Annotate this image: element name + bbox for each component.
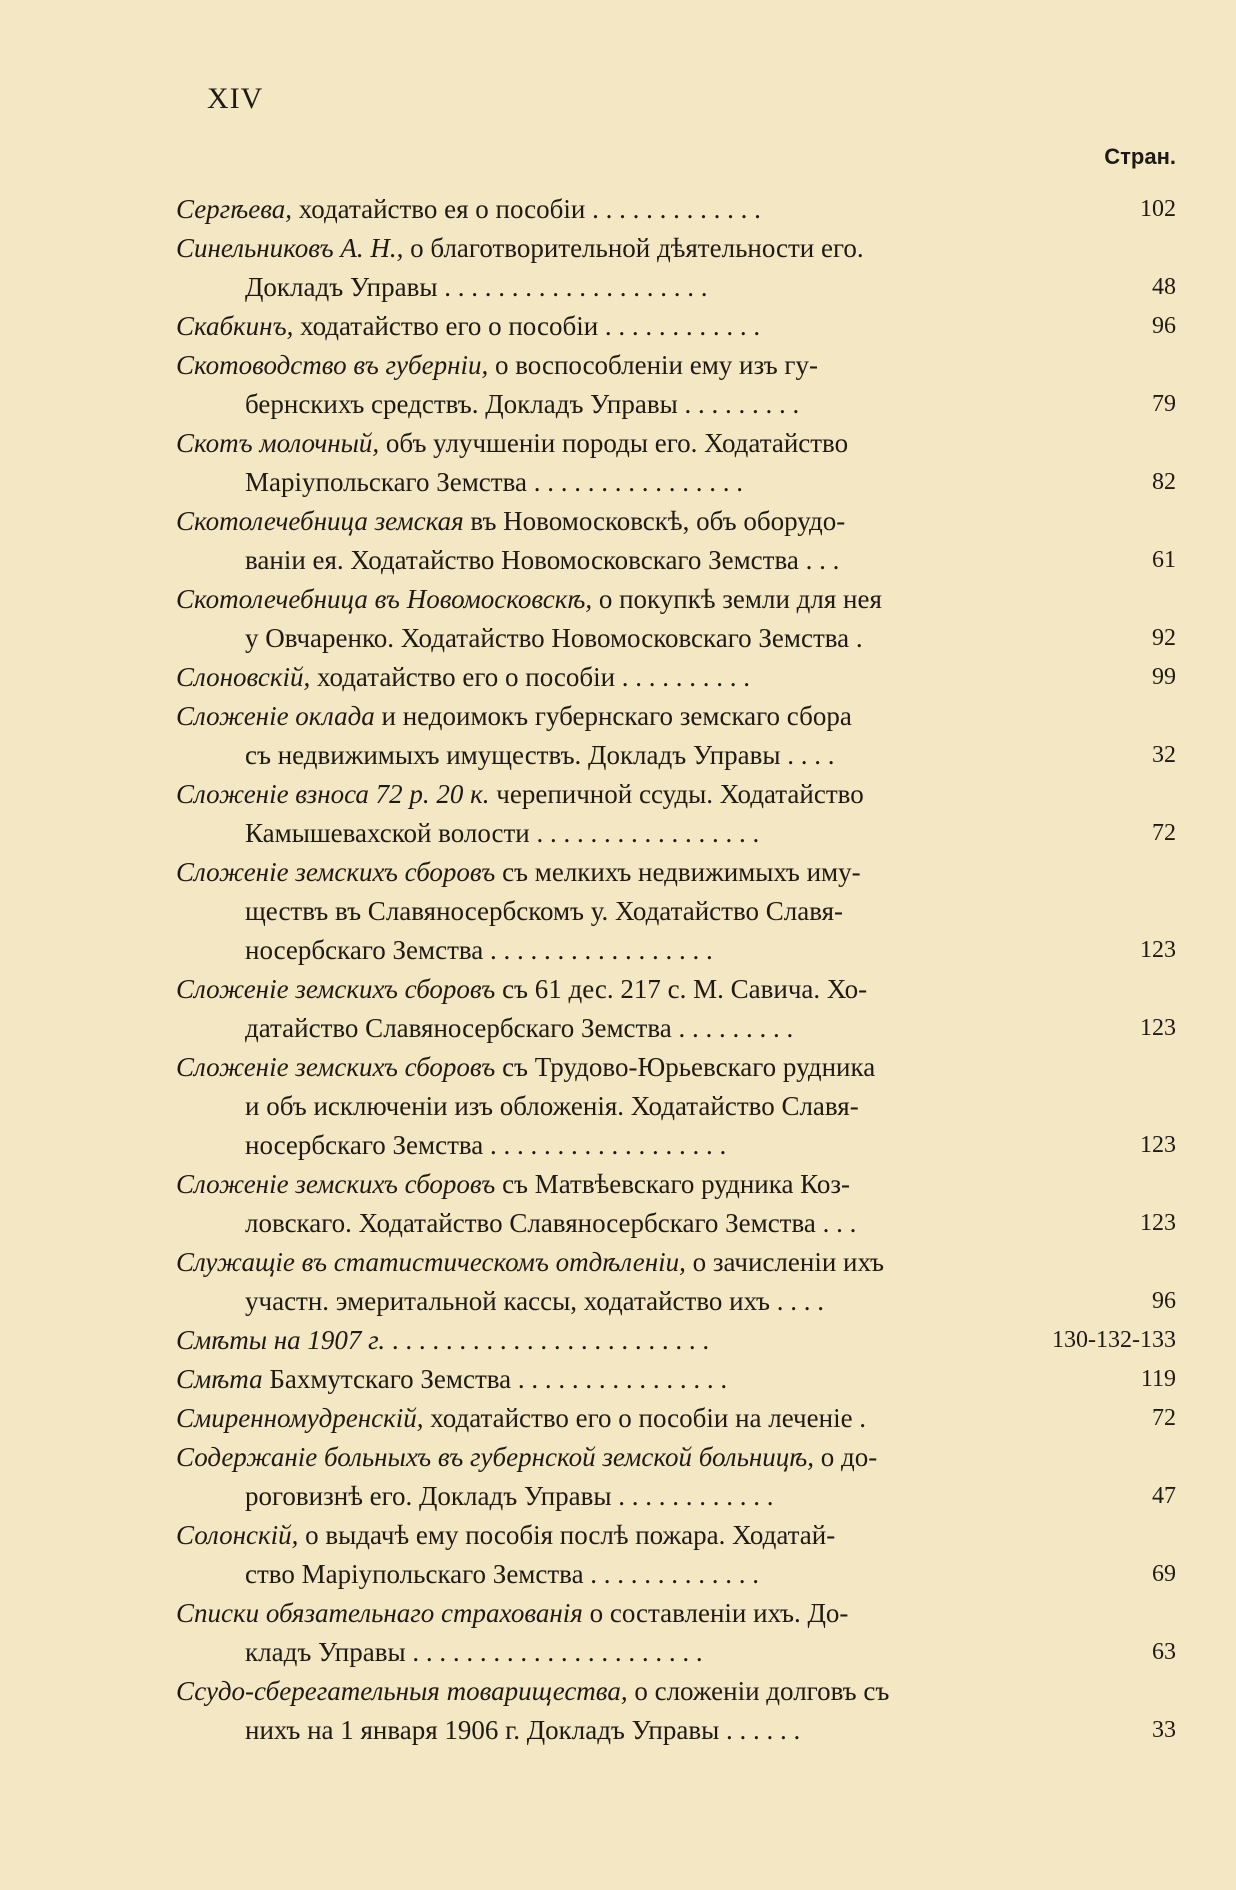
index-entry-line-first <box>176 1672 1176 1711</box>
index-entry-description: ществъ въ Славяносербскомъ у. Ходатайство Славя- <box>245 896 844 926</box>
index-entry-line-first <box>176 190 1176 229</box>
index-entry-page: 82 <box>1152 469 1176 495</box>
index-entry-description: участн. эмеритальной кассы, ходатайство ихъ . . . . <box>245 1286 825 1316</box>
index-entry-line-continuation <box>176 736 1176 775</box>
index-entry-line-first <box>176 1399 1176 1438</box>
index-entry-term: Слоновскій, <box>176 662 311 692</box>
index-entry-text <box>176 1243 1036 1282</box>
index-entry-description: ходатайство его о пособіи . . . . . . . . . . <box>310 662 751 692</box>
index-entry-description: черепичной ссуды. Ходатайство <box>489 779 864 809</box>
index-entry-description: Маріупольскаго Земства . . . . . . . . . . . . . . . . <box>245 467 743 497</box>
index-entry-text <box>245 892 1105 931</box>
index-entry-description: Камышевахской волости . . . . . . . . . . . . . . . . . <box>245 818 760 848</box>
index-entry-term: Солонскій, <box>176 1520 299 1550</box>
index-entry-line-continuation <box>176 541 1176 580</box>
index-entry-term: Скабкинъ, <box>176 311 294 341</box>
index-entry-line-continuation <box>176 1555 1176 1594</box>
index-entry <box>176 853 1176 970</box>
index-entry-description: у Овчаренко. Ходатайство Новомосковскаго Земства . <box>245 623 863 653</box>
index-entry-text <box>245 1087 1105 1126</box>
index-entry-text <box>176 697 1036 736</box>
index-entry-description: роговизнѣ его. Докладъ Управы . . . . . . . . . . . . <box>245 1481 774 1511</box>
index-entry <box>176 1672 1176 1750</box>
index-entry-text <box>245 1204 1105 1243</box>
index-entry-description: о сложеніи долговъ съ <box>627 1676 890 1706</box>
index-entry-text <box>176 229 1036 268</box>
index-list <box>176 190 1176 1750</box>
page-number: XIV <box>207 82 264 115</box>
index-entry-page: 123 <box>1140 1015 1176 1041</box>
index-entry-text <box>245 814 1105 853</box>
index-entry <box>176 775 1176 853</box>
index-entry-term: Смиренномудренскій, <box>176 1403 424 1433</box>
index-entry-page: 72 <box>1152 820 1176 846</box>
index-entry-term: Сложеніе земскихъ сборовъ <box>176 1169 496 1199</box>
index-entry-text <box>176 502 1036 541</box>
index-entry-term: Смѣта <box>176 1364 263 1394</box>
index-entry-line-first <box>176 1321 1176 1360</box>
index-entry-line-continuation <box>176 1204 1176 1243</box>
index-entry-text <box>245 931 1105 970</box>
index-entry <box>176 502 1176 580</box>
index-entry-text <box>176 1048 1036 1087</box>
index-entry-description: съ Трудово-Юрьевскаго рудника <box>495 1052 876 1082</box>
index-entry-line-first <box>176 1516 1176 1555</box>
index-entry-line-continuation <box>176 931 1176 970</box>
index-entry <box>176 658 1176 697</box>
index-entry-description: о благотворительной дѣятельности его. <box>403 233 864 263</box>
index-entry-description: носербскаго Земства . . . . . . . . . . . . . . . . . <box>245 935 713 965</box>
index-entry-text <box>245 1282 1105 1321</box>
index-entry-page: 63 <box>1152 1639 1176 1665</box>
index-entry-line-first <box>176 775 1176 814</box>
index-entry-term: Служащіе въ статистическомъ отдѣленіи, <box>176 1247 686 1277</box>
index-entry-text <box>245 1633 1105 1672</box>
index-entry-text <box>245 736 1105 775</box>
index-entry-description: Докладъ Управы . . . . . . . . . . . . . . . . . . . . <box>245 272 708 302</box>
index-entry-line-first <box>176 1438 1176 1477</box>
index-entry-term: Сложеніе земскихъ сборовъ <box>176 1052 496 1082</box>
index-entry <box>176 229 1176 307</box>
index-entry-line-first <box>176 1165 1176 1204</box>
index-entry-text <box>176 307 1036 346</box>
index-entry-page: 96 <box>1152 1288 1176 1314</box>
index-entry-page: 123 <box>1140 1210 1176 1236</box>
index-entry-page: 48 <box>1152 274 1176 300</box>
index-entry-text <box>176 1399 1036 1438</box>
index-entry-text <box>245 1711 1105 1750</box>
index-entry-text <box>245 619 1105 658</box>
index-entry-line-first <box>176 502 1176 541</box>
index-entry-line-continuation <box>176 619 1176 658</box>
index-entry-page: 123 <box>1140 1132 1176 1158</box>
index-entry-line-continuation <box>176 385 1176 424</box>
index-entry-line-continuation <box>176 463 1176 502</box>
index-entry-line-continuation <box>176 268 1176 307</box>
index-entry-line-continuation <box>176 814 1176 853</box>
index-entry-description: о покупкѣ земли для нея <box>592 584 882 614</box>
index-entry-description: кладъ Управы . . . . . . . . . . . . . . . . . . . . . . <box>245 1637 703 1667</box>
index-entry-description: и объ исключеніи изъ обложенія. Ходатайство Славя- <box>245 1091 859 1121</box>
index-entry-page: 47 <box>1152 1483 1176 1509</box>
index-entry-page: 123 <box>1140 937 1176 963</box>
index-entry-description: ство Маріупольскаго Земства . . . . . . . . . . . . . <box>245 1559 760 1589</box>
index-entry-description: датайство Славяносербскаго Земства . . . . . . . . . <box>245 1013 794 1043</box>
index-entry <box>176 1048 1176 1165</box>
index-entry-description: бернскихъ средствъ. Докладъ Управы . . . . . . . . . <box>245 389 800 419</box>
index-entry-line-first <box>176 1243 1176 1282</box>
index-entry <box>176 1438 1176 1516</box>
index-entry-text <box>176 775 1036 814</box>
index-entry-description: объ улучшеніи породы его. Ходатайство <box>379 428 849 458</box>
index-entry <box>176 697 1176 775</box>
index-entry-line-first <box>176 697 1176 736</box>
index-entry-description: ловскаго. Ходатайство Славяносербскаго Земства . . . <box>245 1208 857 1238</box>
index-entry-line-first <box>176 346 1176 385</box>
index-entry-page: 79 <box>1152 391 1176 417</box>
index-entry-description: ходатайство его о пособіи на леченіе . <box>423 1403 867 1433</box>
index-entry-line-first <box>176 424 1176 463</box>
index-entry-term: Ссудо-сберегательныя товарищества, <box>176 1676 628 1706</box>
index-entry-description: о зачисленіи ихъ <box>685 1247 884 1277</box>
index-entry-line-first <box>176 1360 1176 1399</box>
index-entry-description: о до- <box>814 1442 878 1472</box>
index-entry-line-first <box>176 853 1176 892</box>
index-entry-text <box>176 1516 1036 1555</box>
index-entry-text <box>176 1672 1036 1711</box>
index-entry-term: Скотолечебница земская <box>176 506 464 536</box>
index-entry-page: 119 <box>1140 1366 1176 1392</box>
index-entry-line-first <box>176 658 1176 697</box>
index-entry-page: 61 <box>1152 547 1176 573</box>
index-entry-term: Скотъ молочный, <box>176 428 380 458</box>
index-entry-line-continuation <box>176 1633 1176 1672</box>
index-entry-text <box>176 1360 1036 1399</box>
index-entry <box>176 346 1176 424</box>
index-entry-description: съ недвижимыхъ имуществъ. Докладъ Управы . . . . <box>245 740 835 770</box>
index-entry-description: носербскаго Земства . . . . . . . . . . . . . . . . . . <box>245 1130 727 1160</box>
index-entry-page: 102 <box>1140 196 1176 222</box>
index-entry-line-continuation <box>176 892 1176 931</box>
index-entry-term: Синельниковъ А. Н., <box>176 233 404 263</box>
index-entry <box>176 1321 1176 1360</box>
index-entry-line-continuation <box>176 1087 1176 1126</box>
index-entry <box>176 424 1176 502</box>
index-entry-page: 32 <box>1152 742 1176 768</box>
index-entry-text <box>245 1126 1105 1165</box>
index-entry-line-first <box>176 307 1176 346</box>
index-entry-text <box>176 346 1036 385</box>
index-entry-term: Списки обязательнаго страхованія <box>176 1598 583 1628</box>
index-entry <box>176 1360 1176 1399</box>
index-entry-line-first <box>176 229 1176 268</box>
index-entry-description: въ Новомосковскѣ, объ оборудо- <box>463 506 846 536</box>
index-entry-page: 72 <box>1152 1405 1176 1431</box>
index-entry-term: Сложеніе земскихъ сборовъ <box>176 857 496 887</box>
index-entry-term: Сложеніе взноса 72 р. 20 к. <box>176 779 490 809</box>
index-entry-term: Сергѣева, <box>176 194 292 224</box>
index-entry-text <box>245 1009 1105 1048</box>
index-entry-page: 33 <box>1152 1717 1176 1743</box>
index-entry-description: Бахмутскаго Земства . . . . . . . . . . . . . . . . <box>262 1364 728 1394</box>
index-entry-text <box>176 424 1036 463</box>
index-entry-description: о составленіи ихъ. До- <box>582 1598 849 1628</box>
index-entry-line-continuation <box>176 1711 1176 1750</box>
index-entry-term: Содержаніе больныхъ въ губернской земской больницѣ, <box>176 1442 815 1472</box>
index-entry-line-first <box>176 1594 1176 1633</box>
index-entry <box>176 1516 1176 1594</box>
index-entry-description: нихъ на 1 января 1906 г. Докладъ Управы . . . . . . <box>245 1715 801 1745</box>
index-entry-term: Сложеніе земскихъ сборовъ <box>176 974 496 1004</box>
index-entry-line-first <box>176 970 1176 1009</box>
index-entry-description: ваніи ея. Ходатайство Новомосковскаго Земства . . . <box>245 545 840 575</box>
index-entry-description: о выдачѣ ему пособія послѣ пожара. Ходатай- <box>298 1520 836 1550</box>
index-entry-text <box>245 541 1105 580</box>
index-entry <box>176 307 1176 346</box>
index-entry-text <box>176 853 1036 892</box>
index-entry-page: 96 <box>1152 313 1176 339</box>
index-entry-text <box>176 1438 1036 1477</box>
index-entry-page: 130-132-133 <box>1052 1327 1176 1353</box>
index-entry-text <box>176 580 1036 619</box>
index-entry-line-first <box>176 1048 1176 1087</box>
index-entry-text <box>245 385 1105 424</box>
index-entry-description: ходатайство его о пособіи . . . . . . . . . . . . <box>293 311 761 341</box>
index-entry <box>176 190 1176 229</box>
index-entry-line-continuation <box>176 1477 1176 1516</box>
index-entry-text <box>176 970 1036 1009</box>
index-entry-text <box>245 463 1105 502</box>
index-entry <box>176 1165 1176 1243</box>
index-entry-line-continuation <box>176 1009 1176 1048</box>
index-entry <box>176 580 1176 658</box>
index-entry-term: Скотоводство въ губерніи, <box>176 350 489 380</box>
index-entry-term: Смѣты на 1907 г. <box>176 1325 386 1355</box>
index-entry-description: . . . . . . . . . . . . . . . . . . . . . . . . <box>385 1325 710 1355</box>
index-entry-term: Сложеніе оклада <box>176 701 375 731</box>
index-entry-page: 69 <box>1152 1561 1176 1587</box>
index-entry-page: 92 <box>1152 625 1176 651</box>
index-entry <box>176 1243 1176 1321</box>
index-entry-text <box>245 268 1105 307</box>
index-entry-page: 99 <box>1152 664 1176 690</box>
index-entry-description: съ мелкихъ недвижимыхъ иму- <box>495 857 861 887</box>
index-entry-line-continuation <box>176 1282 1176 1321</box>
index-entry <box>176 970 1176 1048</box>
index-entry-text <box>176 190 1036 229</box>
index-entry-line-first <box>176 580 1176 619</box>
index-entry <box>176 1399 1176 1438</box>
index-entry-term: Скотолечебница въ Новомосковскѣ, <box>176 584 593 614</box>
index-entry-line-continuation <box>176 1126 1176 1165</box>
index-entry-text <box>245 1477 1105 1516</box>
index-entry-description: и недоимокъ губернскаго земскаго сбора <box>374 701 852 731</box>
index-entry-description: ходатайство ея о пособіи . . . . . . . . . . . . . <box>292 194 761 224</box>
index-entry-description: о воспособленіи ему изъ гу- <box>488 350 818 380</box>
index-entry-text <box>176 1321 1036 1360</box>
page-column-header: Стран. <box>1104 144 1176 169</box>
index-entry-text <box>176 658 1036 697</box>
index-entry-text <box>176 1594 1036 1633</box>
index-entry-text <box>176 1165 1036 1204</box>
index-entry-text <box>245 1555 1105 1594</box>
index-entry <box>176 1594 1176 1672</box>
index-entry-description: съ Матвѣевскаго рудника Коз- <box>495 1169 851 1199</box>
index-entry-description: съ 61 дес. 217 с. М. Савича. Хо- <box>495 974 868 1004</box>
